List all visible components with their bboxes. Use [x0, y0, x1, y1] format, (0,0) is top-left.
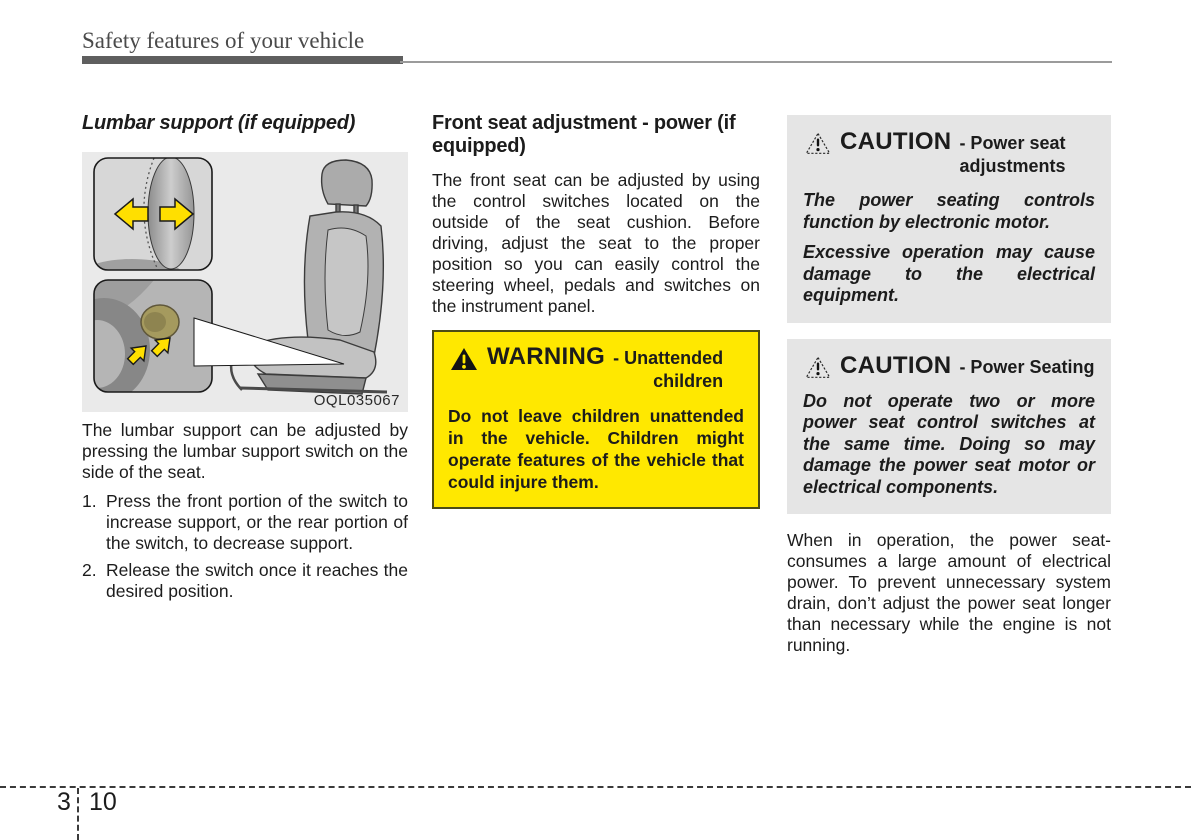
footer-dashed-divider: [77, 788, 79, 840]
warning-box: [432, 330, 760, 509]
page-title: Safety features of your vehicle: [82, 28, 365, 53]
caution-box-header: [803, 353, 1095, 379]
caution-paragraph: Do not operate two or more power seat control switches at the same time. Doing so may damage the power seat motor or electrical components.: [803, 390, 1095, 497]
lumbar-support-figure: [82, 152, 408, 412]
caution-label: CAUTION: [840, 128, 952, 155]
footer-dashed-rule: [0, 786, 1191, 788]
left-column: [82, 112, 408, 608]
caution-label: CAUTION: [840, 351, 952, 379]
caution-subtitle-line1: - Power seat: [959, 133, 1066, 153]
warning-subtitle-line2: children: [653, 371, 724, 391]
caution-box-power-seating: [787, 339, 1111, 515]
footer-section-number: 3: [57, 788, 71, 816]
lumbar-intro-paragraph: The lumbar support can be adjusted by pressing the lumbar support switch on the side of the seat.: [82, 420, 408, 482]
list-item: [82, 491, 408, 554]
middle-column: [432, 112, 760, 509]
list-item: [82, 560, 408, 602]
front-seat-adjustment-heading: Front seat adjustment - power (if equipped): [432, 112, 736, 157]
caution-paragraph: Excessive operation may cause damage to the electrical equipment.: [803, 242, 1095, 305]
lumbar-steps-list: [82, 491, 408, 602]
seat-illustration: [82, 152, 408, 412]
caution-triangle-icon: [805, 356, 831, 379]
figure-caption: OQL035067: [313, 392, 400, 409]
title-underline-rule: [400, 61, 1112, 63]
warning-body-text: Do not leave children unattended in the vehicle. Children might operate features of the vehicle that could injure them.: [448, 406, 744, 492]
lumbar-support-heading: Lumbar support (if equipped): [82, 112, 356, 134]
right-column: [787, 115, 1111, 656]
warning-subtitle-line1: - Unattended: [613, 348, 724, 368]
caution-subtitle: - Power Seating: [959, 356, 1095, 377]
caution-paragraph: The power seating controls function by electronic motor.: [803, 190, 1095, 232]
caution-triangle-icon: [805, 132, 831, 155]
step-text: Press the front portion of the switch to increase support, or the rear portion of the switch, to decrease support.: [106, 491, 408, 553]
step-text: Release the switch once it reaches the desired position.: [106, 560, 408, 601]
step-number: 1.: [82, 491, 97, 511]
caution-box-power-seat-adjustments: [787, 115, 1111, 323]
step-number: 2.: [82, 560, 97, 580]
lumbar-switch-icon: [82, 280, 212, 402]
warning-box-header: [448, 344, 744, 393]
footer-page-number: 10: [89, 788, 117, 816]
warning-triangle-icon: [450, 347, 478, 371]
title-underline-bar: [82, 56, 403, 64]
warning-label: WARNING: [487, 343, 606, 370]
caution-subtitle: [959, 132, 1065, 178]
front-seat-paragraph: The front seat can be adjusted by using the control switches located on the outside of the seat cushion. Before driving, adjust the seat to the proper position so you can easily control the steering wheel, pedals and switches on the instrument panel.: [432, 170, 760, 316]
caution-subtitle-line2: adjustments: [959, 156, 1066, 176]
power-seat-note-paragraph: When in operation, the power seat-consumes a large amount of electrical power. To prevent unnecessary system drain, don’t adjust the power seat longer than necessary while the engine is not running.: [787, 530, 1111, 655]
caution-box-header: [803, 129, 1095, 178]
warning-subtitle: [613, 347, 723, 393]
